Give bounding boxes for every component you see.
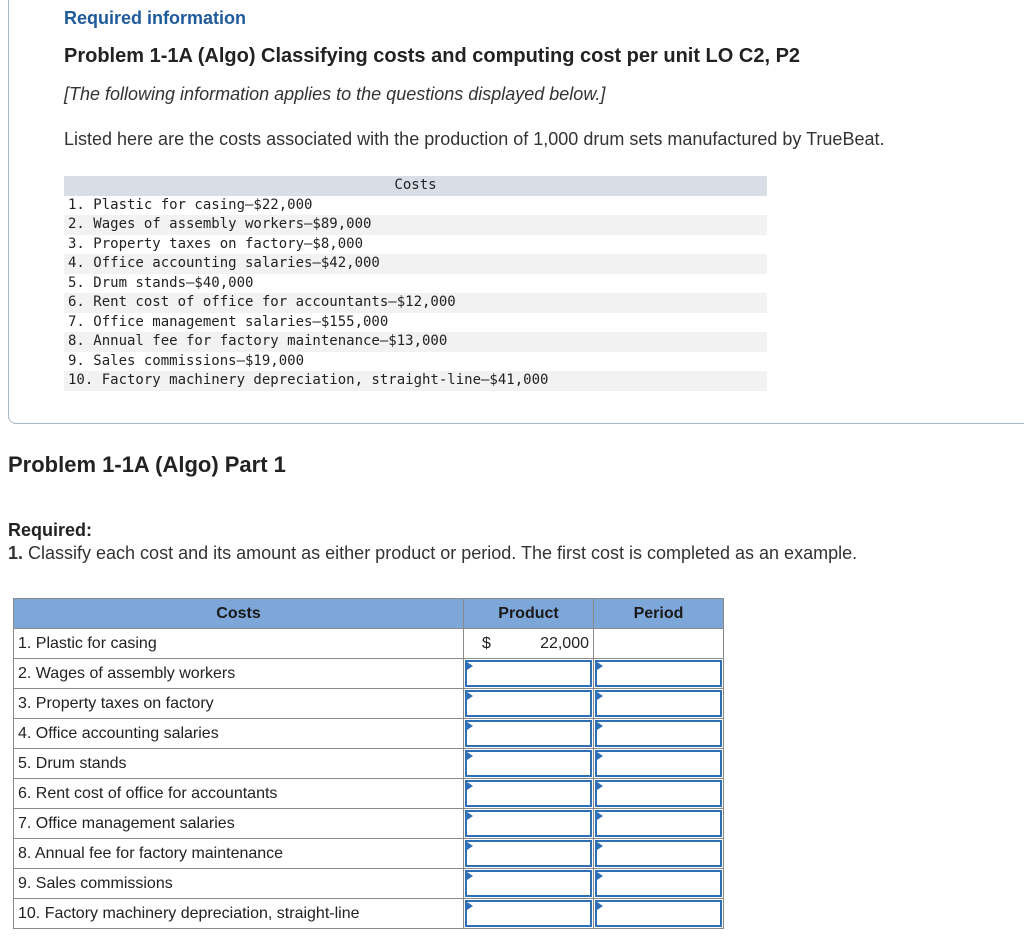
classification-table — [13, 598, 724, 929]
product-example-cell — [464, 629, 594, 659]
listed-description: Listed here are the costs associated with the production of 1,000 drum sets manufactured by TrueBeat. — [64, 129, 885, 149]
required-label: Required: — [8, 520, 93, 540]
dropdown-marker-icon — [467, 662, 473, 670]
table-row — [14, 719, 724, 749]
cost-list-item: 7. Office management salaries—$155,000 — [68, 313, 389, 330]
info-note: [The following information applies to the questions displayed below.] — [64, 84, 606, 104]
cost-list-header: Costs — [64, 176, 767, 196]
cost-list-item: 3. Property taxes on factory—$8,000 — [68, 235, 364, 252]
cost-label: 9. Sales commissions — [14, 869, 464, 899]
period-input[interactable] — [595, 780, 722, 807]
period-input[interactable] — [595, 840, 722, 867]
table-row — [14, 689, 724, 719]
dropdown-marker-icon — [467, 722, 473, 730]
table-row — [14, 659, 724, 689]
dropdown-marker-icon — [467, 692, 473, 700]
period-column-header: Period — [594, 599, 724, 629]
dropdown-marker-icon — [597, 692, 603, 700]
dropdown-marker-icon — [597, 782, 603, 790]
currency-symbol: $ — [482, 634, 491, 652]
problem-title: Problem 1-1A (Algo) Classifying costs and computing cost per unit LO C2, P2 — [64, 45, 801, 67]
costs-column-header: Costs — [14, 599, 464, 629]
cost-list-table — [64, 176, 767, 391]
dropdown-marker-icon — [597, 812, 603, 820]
table-row — [14, 749, 724, 779]
product-column-header: Product — [464, 599, 594, 629]
product-input[interactable] — [465, 840, 592, 867]
cost-list-item: 9. Sales commissions—$19,000 — [68, 352, 305, 369]
table-row — [14, 899, 724, 929]
table-row — [14, 779, 724, 809]
dropdown-marker-icon — [467, 812, 473, 820]
cost-label: 2. Wages of assembly workers — [14, 659, 464, 689]
product-input[interactable] — [465, 870, 592, 897]
period-example-cell — [594, 629, 724, 659]
dropdown-marker-icon — [597, 752, 603, 760]
table-row — [14, 869, 724, 899]
cost-label: 7. Office management salaries — [14, 809, 464, 839]
required-information-heading: Required information — [64, 8, 247, 28]
cost-label: 6. Rent cost of office for accountants — [14, 779, 464, 809]
dropdown-marker-icon — [597, 872, 603, 880]
cost-label: 10. Factory machinery depreciation, straight-line — [14, 899, 464, 929]
dropdown-marker-icon — [597, 842, 603, 850]
cost-list-item: 10. Factory machinery depreciation, straight-line—$41,000 — [64, 371, 767, 391]
cost-label: 4. Office accounting salaries — [14, 719, 464, 749]
product-input[interactable] — [465, 780, 592, 807]
dropdown-marker-icon — [467, 842, 473, 850]
dropdown-marker-icon — [597, 662, 603, 670]
cost-list-item: 8. Annual fee for factory maintenance—$13,000 — [64, 332, 767, 352]
cost-label: 3. Property taxes on factory — [14, 689, 464, 719]
dropdown-marker-icon — [467, 902, 473, 910]
cost-list-item: 6. Rent cost of office for accountants—$12,000 — [64, 293, 767, 313]
period-input[interactable] — [595, 810, 722, 837]
table-row — [14, 809, 724, 839]
period-input[interactable] — [595, 690, 722, 717]
product-input[interactable] — [465, 900, 592, 927]
product-input[interactable] — [465, 690, 592, 717]
cost-label: 8. Annual fee for factory maintenance — [14, 839, 464, 869]
cost-label: 5. Drum stands — [14, 749, 464, 779]
product-input[interactable] — [465, 750, 592, 777]
period-input[interactable] — [595, 750, 722, 777]
cost-list-item: 4. Office accounting salaries—$42,000 — [64, 254, 767, 274]
required-number: 1. — [8, 543, 24, 563]
required-instructions — [8, 543, 857, 564]
dropdown-marker-icon — [467, 782, 473, 790]
dropdown-marker-icon — [467, 872, 473, 880]
cost-list-item: 5. Drum stands—$40,000 — [68, 274, 254, 291]
dropdown-marker-icon — [597, 722, 603, 730]
part-title: Problem 1-1A (Algo) Part 1 — [8, 452, 286, 477]
period-input[interactable] — [595, 720, 722, 747]
example-value: 22,000 — [540, 634, 589, 652]
product-input[interactable] — [465, 720, 592, 747]
cost-list-item: 2. Wages of assembly workers—$89,000 — [64, 215, 767, 235]
cost-label: 1. Plastic for casing — [14, 629, 464, 659]
required-text: Classify each cost and its amount as either product or period. The first cost is completed as an example. — [23, 543, 858, 563]
dropdown-marker-icon — [467, 752, 473, 760]
product-input[interactable] — [465, 660, 592, 687]
period-input[interactable] — [595, 870, 722, 897]
product-input[interactable] — [465, 810, 592, 837]
table-row — [14, 629, 724, 659]
cost-list-item: 1. Plastic for casing—$22,000 — [68, 196, 313, 213]
dropdown-marker-icon — [597, 902, 603, 910]
period-input[interactable] — [595, 660, 722, 687]
table-row — [14, 839, 724, 869]
period-input[interactable] — [595, 900, 722, 927]
